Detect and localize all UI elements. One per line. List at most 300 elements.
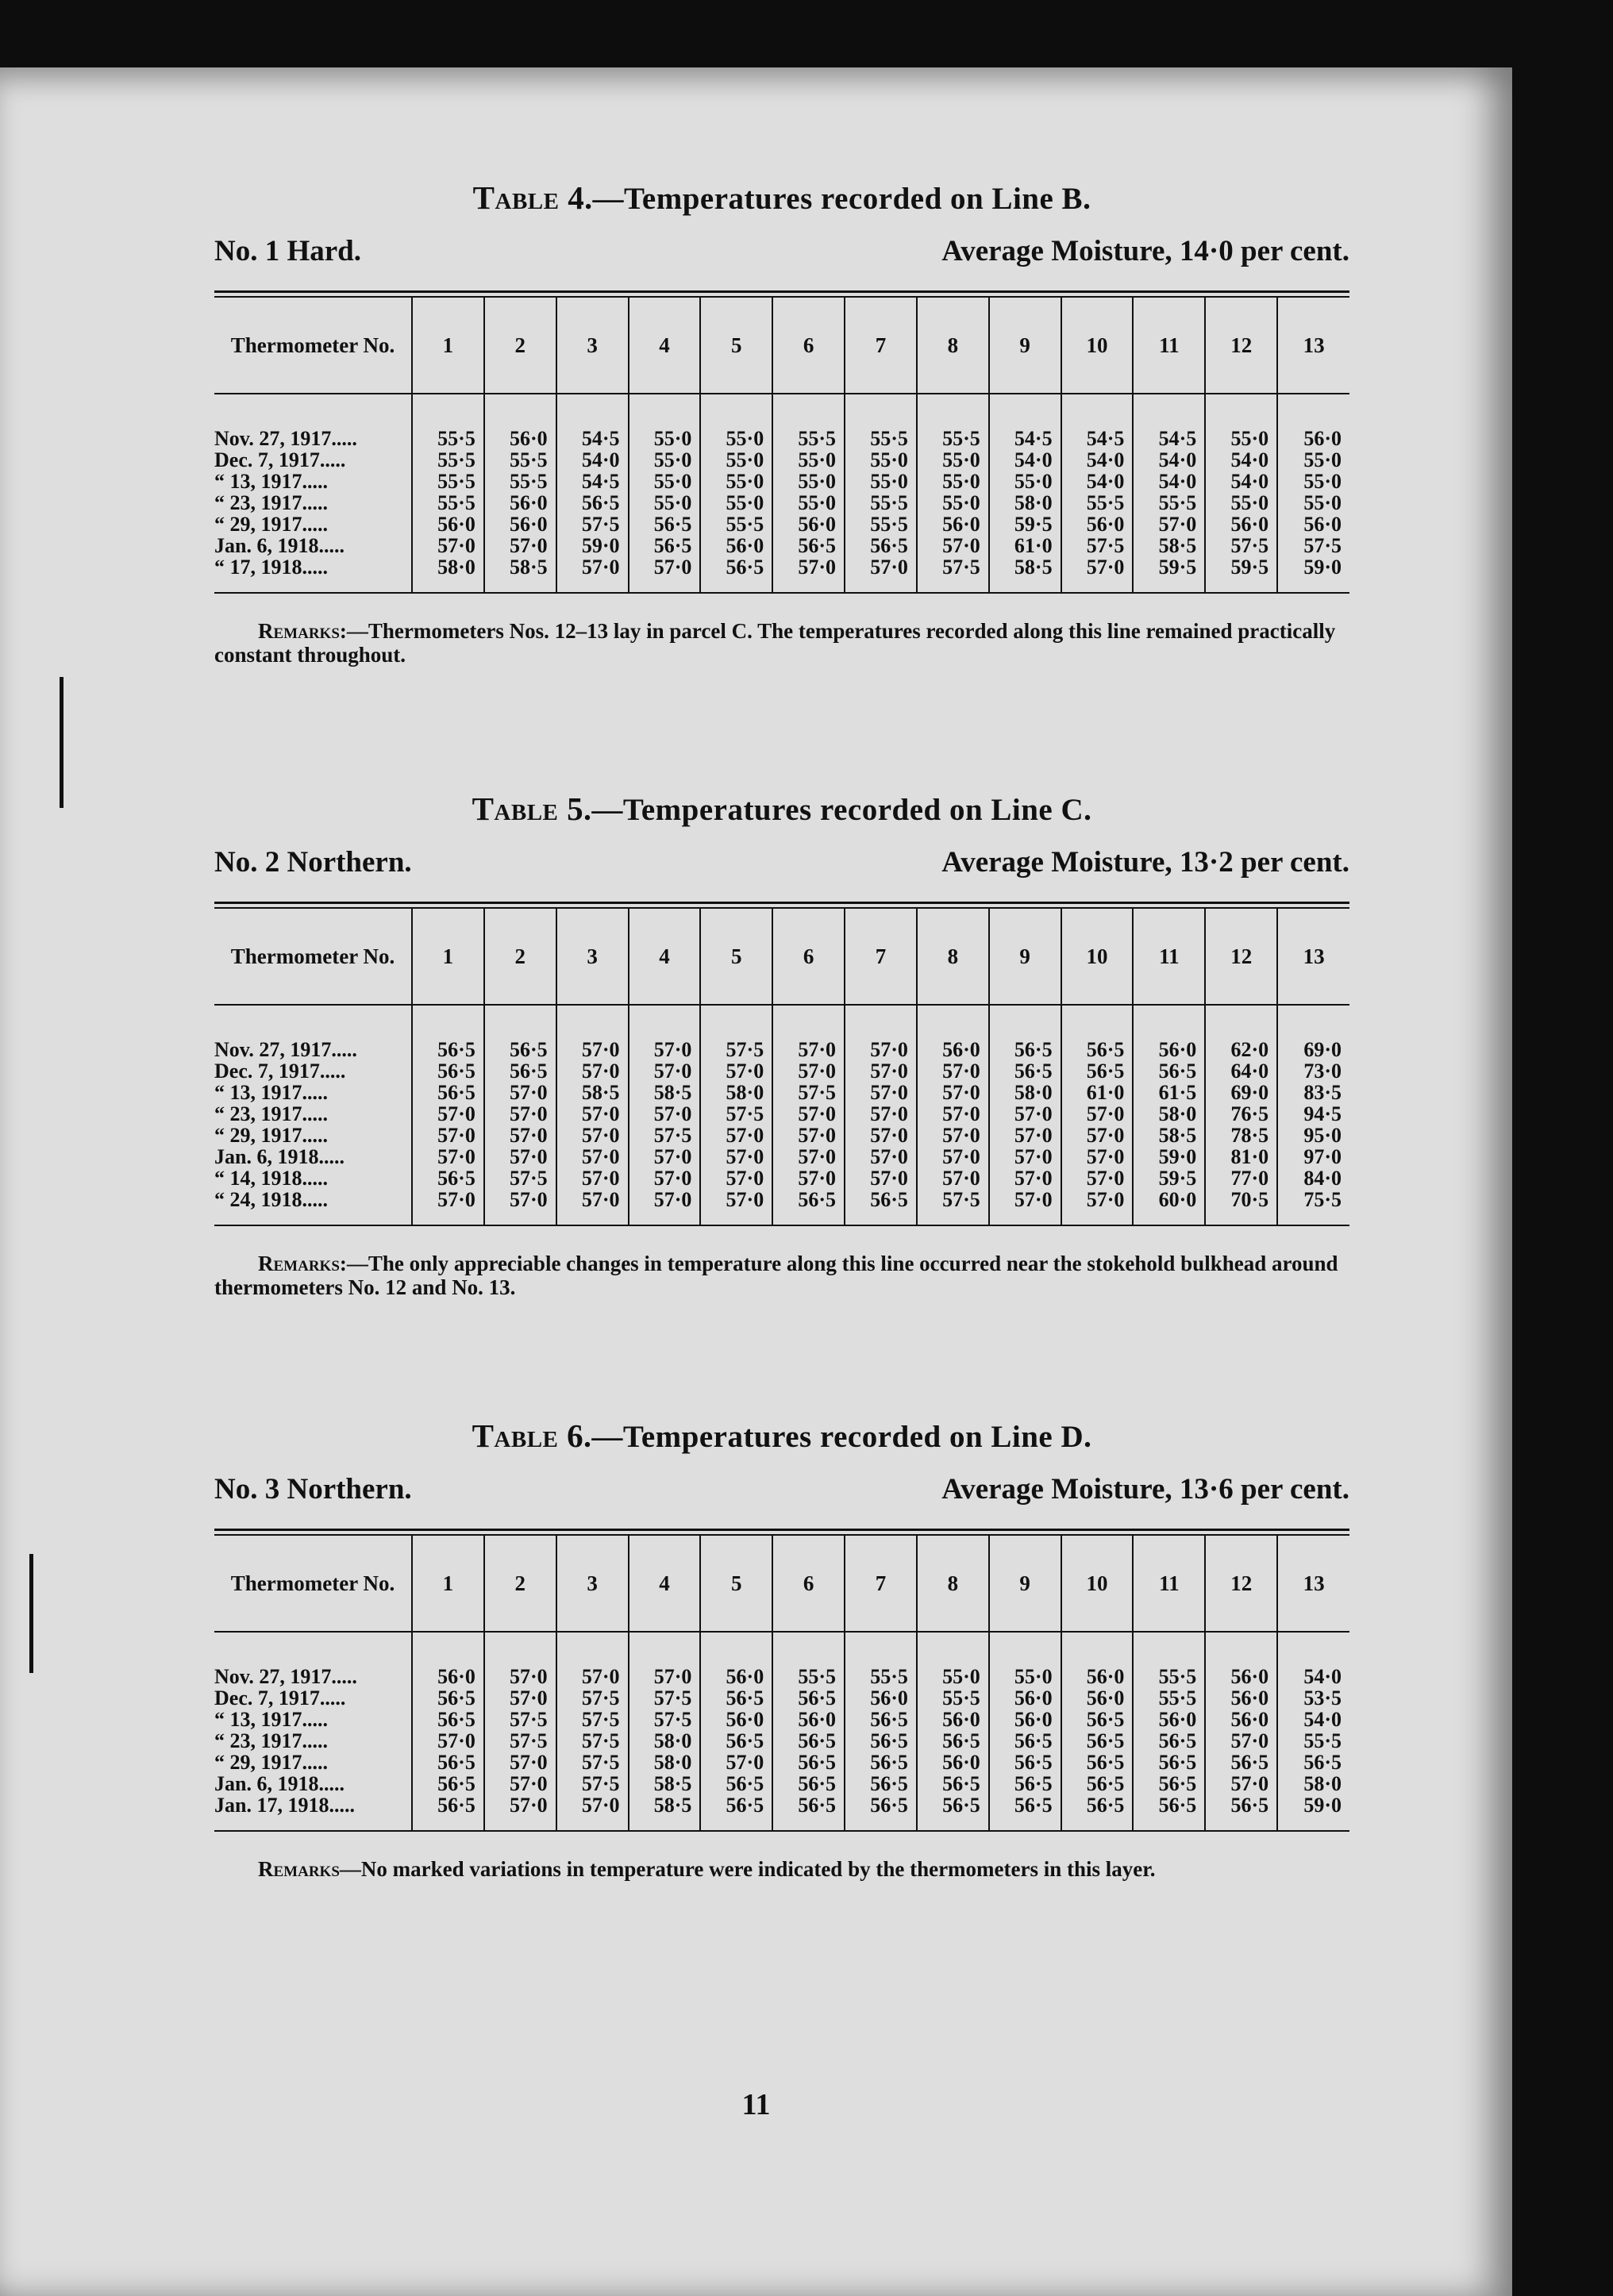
temperature-cell: 56·5: [700, 556, 772, 593]
temperature-cell: 57·0: [1061, 1103, 1134, 1125]
temperature-cell: 57·5: [556, 1730, 629, 1752]
temperature-cell: 56·5: [917, 1794, 989, 1831]
row-date: Jan. 6, 1918.....: [214, 1772, 345, 1795]
column-header: 13: [1277, 298, 1349, 394]
temperature-cell: 55·0: [1277, 449, 1349, 471]
temperature-cell: 58·0: [1133, 1103, 1205, 1125]
temperature-cell: 57·0: [484, 1773, 556, 1794]
column-header: 1: [412, 298, 484, 394]
table-subhead: [214, 234, 1349, 268]
row-date: “ 23, 1917.....: [214, 1729, 328, 1752]
column-header: 9: [989, 298, 1061, 394]
column-header: 10: [1061, 298, 1134, 394]
temperature-cell: 56·5: [845, 1794, 917, 1831]
temperature-cell: 57·5: [1205, 535, 1277, 556]
table-6-block: [214, 1417, 1349, 1902]
temperature-cell: 75·5: [1277, 1189, 1349, 1225]
temperature-cell: 57·0: [772, 1167, 845, 1189]
row-date: “ 14, 1918.....: [214, 1167, 328, 1190]
temperature-cell: 83·5: [1277, 1082, 1349, 1103]
temperature-cell: 57·0: [629, 556, 701, 593]
temperature-cell: 57·0: [1061, 1125, 1134, 1146]
temperature-cell: 55·0: [629, 492, 701, 513]
row-date: “ 23, 1917.....: [214, 491, 328, 514]
column-header: 4: [629, 1536, 701, 1632]
temperature-cell: 56·0: [1277, 394, 1349, 449]
row-date: “ 23, 1917.....: [214, 1102, 328, 1125]
temperature-cell: 57·0: [484, 1752, 556, 1773]
temperature-cell: 95·0: [1277, 1125, 1349, 1146]
thermometer-header: Thermometer No.: [214, 298, 412, 394]
temperature-cell: 56·5: [1133, 1060, 1205, 1082]
temperature-cell: 57·0: [412, 1730, 484, 1752]
average-moisture: Average Moisture, 13·2 per cent.: [941, 846, 1349, 879]
temperature-cell: 57·0: [556, 1794, 629, 1831]
temperature-cell: 55·0: [700, 449, 772, 471]
temperature-cell: 76·5: [1205, 1103, 1277, 1125]
average-moisture: Average Moisture, 14·0 per cent.: [941, 235, 1349, 267]
row-date: “ 24, 1918.....: [214, 1189, 412, 1225]
temperature-cell: 55·0: [989, 471, 1061, 492]
table-5-block: [214, 790, 1349, 1321]
table-row: [214, 1167, 1349, 1189]
temperature-cell: 55·0: [700, 394, 772, 449]
temperature-cell: 57·5: [556, 1687, 629, 1709]
table-row: [214, 556, 1349, 593]
temperature-cell: 57·0: [845, 1060, 917, 1082]
temperature-cell: 56·0: [917, 1005, 989, 1060]
temperature-cell: 57·0: [556, 1005, 629, 1060]
double-rule: [214, 1529, 1349, 1536]
table-row: [214, 1103, 1349, 1125]
temperature-cell: 54·5: [1061, 394, 1134, 449]
temperature-cell: 56·5: [989, 1005, 1061, 1060]
temperature-cell: 61·0: [989, 535, 1061, 556]
temperature-cell: 56·5: [917, 1773, 989, 1794]
temperature-cell: 57·0: [556, 1632, 629, 1687]
table-row: [214, 1709, 1349, 1730]
temperature-cell: 56·5: [700, 1773, 772, 1794]
temperature-cell: 58·5: [484, 556, 556, 593]
temperature-cell: 54·0: [1133, 449, 1205, 471]
temperature-cell: 58·5: [1133, 535, 1205, 556]
temperature-cell: 56·5: [1277, 1752, 1349, 1773]
temperature-cell: 57·0: [629, 1189, 701, 1225]
page-number: 11: [741, 2088, 771, 2121]
temperature-cell: 59·5: [1133, 556, 1205, 593]
temperature-cell: 55·5: [845, 394, 917, 449]
double-rule: [214, 290, 1349, 298]
grain-grade: No. 1 Hard.: [214, 235, 361, 267]
temperature-cell: 56·5: [845, 1709, 917, 1730]
temperature-cell: 57·0: [917, 1167, 989, 1189]
temperature-table: [214, 1536, 1349, 1832]
column-header: 9: [989, 909, 1061, 1005]
temperature-cell: 56·5: [772, 535, 845, 556]
temperature-cell: 57·0: [917, 535, 989, 556]
temperature-cell: 56·5: [484, 1005, 556, 1060]
temperature-cell: 55·0: [772, 492, 845, 513]
row-date: “ 29, 1917.....: [214, 1124, 328, 1147]
temperature-cell: 55·0: [1205, 492, 1277, 513]
temperature-cell: 56·5: [1205, 1794, 1277, 1831]
temperature-cell: 54·0: [1205, 471, 1277, 492]
table-row: [214, 1005, 1349, 1060]
temperature-cell: 57·0: [484, 1103, 556, 1125]
temperature-cell: 57·0: [1061, 1189, 1134, 1225]
temperature-cell: 56·5: [772, 1752, 845, 1773]
column-header: 6: [772, 909, 845, 1005]
temperature-cell: 57·0: [917, 1103, 989, 1125]
table-row: [214, 471, 1349, 492]
temperature-cell: 56·5: [1061, 1060, 1134, 1082]
temperature-cell: 56·5: [772, 1189, 845, 1225]
temperature-cell: 55·0: [917, 471, 989, 492]
table-remarks: Remarks:—Thermometers Nos. 12–13 lay in parcel C. The temperatures recorded along this line remained practically constant throughout.: [214, 619, 1336, 667]
temperature-cell: 56·0: [1205, 1632, 1277, 1687]
header-row: [214, 1536, 1349, 1632]
temperature-cell: 57·0: [845, 1125, 917, 1146]
temperature-cell: 57·0: [484, 1125, 556, 1146]
temperature-cell: 56·5: [1061, 1730, 1134, 1752]
temperature-cell: 56·0: [989, 1709, 1061, 1730]
temperature-cell: 57·0: [629, 1146, 701, 1167]
table-title: Table 4.—Temperatures recorded on Line B.: [472, 179, 1091, 216]
temperature-cell: 56·5: [412, 1005, 484, 1060]
temperature-cell: 54·0: [1061, 449, 1134, 471]
row-date: “ 13, 1917.....: [214, 470, 328, 493]
temperature-cell: 55·5: [917, 394, 989, 449]
temperature-cell: 57·5: [917, 556, 989, 593]
temperature-cell: 57·0: [700, 1189, 772, 1225]
temperature-cell: 57·0: [772, 1125, 845, 1146]
row-date: Dec. 7, 1917.....: [214, 1686, 346, 1710]
temperature-cell: 55·5: [845, 1632, 917, 1687]
row-date: Dec. 7, 1917.....: [214, 1060, 346, 1083]
temperature-cell: 55·0: [917, 449, 989, 471]
column-header: 2: [484, 298, 556, 394]
temperature-cell: 57·0: [772, 1060, 845, 1082]
temperature-cell: 56·0: [1277, 513, 1349, 535]
temperature-cell: 55·0: [700, 471, 772, 492]
temperature-cell: 61·5: [1133, 1082, 1205, 1103]
temperature-cell: 59·5: [1133, 1167, 1205, 1189]
temperature-cell: 70·5: [1205, 1189, 1277, 1225]
column-header: 7: [845, 909, 917, 1005]
temperature-cell: 56·5: [772, 1687, 845, 1709]
temperature-cell: 58·5: [556, 1082, 629, 1103]
row-date: Jan. 6, 1918.....: [214, 1145, 345, 1168]
temperature-cell: 58·0: [629, 1730, 701, 1752]
temperature-cell: 55·5: [1133, 1687, 1205, 1709]
temperature-cell: 59·0: [1133, 1146, 1205, 1167]
temperature-cell: 54·0: [1061, 471, 1134, 492]
temperature-cell: 57·5: [556, 513, 629, 535]
temperature-cell: 56·5: [412, 1687, 484, 1709]
table-subhead: [214, 845, 1349, 879]
temperature-cell: 58·5: [629, 1794, 701, 1831]
temperature-cell: 57·5: [629, 1709, 701, 1730]
column-header: 8: [917, 298, 989, 394]
temperature-cell: 55·0: [772, 449, 845, 471]
temperature-cell: 55·0: [1205, 394, 1277, 449]
column-header: 8: [917, 909, 989, 1005]
temperature-cell: 58·0: [629, 1752, 701, 1773]
temperature-cell: 57·0: [845, 1082, 917, 1103]
temperature-cell: 55·5: [917, 1687, 989, 1709]
temperature-cell: 56·0: [700, 1709, 772, 1730]
temperature-cell: 56·0: [1205, 513, 1277, 535]
temperature-cell: 57·0: [989, 1146, 1061, 1167]
column-header: 7: [845, 1536, 917, 1632]
temperature-cell: 55·0: [917, 492, 989, 513]
temperature-cell: 56·0: [1133, 1709, 1205, 1730]
row-date: Dec. 7, 1917.....: [214, 448, 346, 471]
column-header: 12: [1205, 909, 1277, 1005]
column-header: 11: [1133, 1536, 1205, 1632]
temperature-cell: 57·0: [989, 1167, 1061, 1189]
temperature-cell: 57·0: [1205, 1773, 1277, 1794]
temperature-cell: 56·5: [412, 1794, 484, 1831]
temperature-cell: 56·5: [412, 1060, 484, 1082]
temperature-cell: 56·0: [772, 1709, 845, 1730]
column-header: 5: [700, 1536, 772, 1632]
temperature-table: [214, 909, 1349, 1226]
temperature-cell: 56·5: [556, 492, 629, 513]
temperature-cell: 56·0: [1061, 1632, 1134, 1687]
column-header: 12: [1205, 298, 1277, 394]
column-header: 12: [1205, 1536, 1277, 1632]
temperature-cell: 55·5: [484, 449, 556, 471]
temperature-cell: 62·0: [1205, 1005, 1277, 1060]
temperature-cell: 54·5: [989, 394, 1061, 449]
temperature-cell: 55·5: [700, 513, 772, 535]
temperature-cell: 56·5: [700, 1794, 772, 1831]
temperature-cell: 56·0: [700, 535, 772, 556]
temperature-cell: 57·5: [772, 1082, 845, 1103]
table-row: [214, 1189, 1349, 1225]
temperature-cell: 57·5: [1061, 535, 1134, 556]
temperature-cell: 55·5: [845, 513, 917, 535]
temperature-cell: 73·0: [1277, 1060, 1349, 1082]
temperature-cell: 56·0: [1205, 1709, 1277, 1730]
temperature-cell: 57·0: [845, 1005, 917, 1060]
temperature-cell: 55·5: [1133, 1632, 1205, 1687]
temperature-table: [214, 298, 1349, 594]
temperature-cell: 54·0: [1133, 471, 1205, 492]
temperature-cell: 57·0: [484, 1632, 556, 1687]
temperature-cell: 78·5: [1205, 1125, 1277, 1146]
temperature-cell: 55·5: [1061, 492, 1134, 513]
temperature-cell: 56·5: [1133, 1773, 1205, 1794]
row-date: Nov. 27, 1917.....: [214, 427, 357, 450]
temperature-cell: 57·5: [484, 1730, 556, 1752]
temperature-cell: 56·5: [1133, 1794, 1205, 1831]
temperature-cell: 57·0: [772, 556, 845, 593]
column-header: 4: [629, 298, 701, 394]
temperature-cell: 56·0: [412, 513, 484, 535]
temperature-cell: 56·5: [1061, 1752, 1134, 1773]
document-page: [0, 67, 1512, 2296]
temperature-cell: 56·5: [629, 513, 701, 535]
temperature-cell: 57·0: [556, 1125, 629, 1146]
temperature-cell: 57·0: [484, 1146, 556, 1167]
table-remarks: Remarks:—The only appreciable changes in temperature along this line occurred near the stokehold bulkhead around thermometers No. 12 and No. 13.: [214, 1252, 1338, 1299]
row-date: “ 13, 1917.....: [214, 1081, 328, 1104]
temperature-cell: 56·0: [1061, 1687, 1134, 1709]
column-header: 5: [700, 909, 772, 1005]
temperature-cell: 57·5: [917, 1189, 989, 1225]
temperature-cell: 56·5: [772, 1730, 845, 1752]
temperature-cell: 54·5: [556, 394, 629, 449]
temperature-cell: 56·0: [917, 1709, 989, 1730]
temperature-cell: 57·0: [629, 1632, 701, 1687]
column-header: 3: [556, 909, 629, 1005]
temperature-cell: 57·5: [484, 1709, 556, 1730]
temperature-cell: 55·0: [917, 1632, 989, 1687]
temperature-cell: 57·5: [629, 1687, 701, 1709]
temperature-cell: 57·0: [845, 556, 917, 593]
temperature-cell: 55·0: [845, 449, 917, 471]
temperature-cell: 55·0: [1277, 492, 1349, 513]
temperature-cell: 57·0: [412, 1189, 484, 1225]
temperature-cell: 69·0: [1277, 1005, 1349, 1060]
temperature-cell: 55·0: [845, 471, 917, 492]
table-row: [214, 492, 1349, 513]
column-header: 11: [1133, 909, 1205, 1005]
temperature-cell: 57·0: [484, 1794, 556, 1831]
row-date: Jan. 6, 1918.....: [214, 534, 345, 557]
column-header: 8: [917, 1536, 989, 1632]
temperature-cell: 97·0: [1277, 1146, 1349, 1167]
temperature-cell: 56·5: [989, 1794, 1061, 1831]
temperature-cell: 56·5: [772, 1794, 845, 1831]
temperature-cell: 55·5: [412, 471, 484, 492]
temperature-cell: 57·0: [412, 535, 484, 556]
temperature-cell: 56·0: [1061, 513, 1134, 535]
temperature-cell: 81·0: [1205, 1146, 1277, 1167]
row-date: Jan. 17, 1918.....: [214, 1794, 412, 1831]
column-header: 1: [412, 909, 484, 1005]
temperature-cell: 58·0: [989, 1082, 1061, 1103]
temperature-cell: 56·5: [1133, 1730, 1205, 1752]
temperature-cell: 56·5: [412, 1752, 484, 1773]
average-moisture: Average Moisture, 13·6 per cent.: [941, 1473, 1349, 1506]
grain-grade: No. 2 Northern.: [214, 846, 412, 879]
table-4-block: [214, 179, 1349, 688]
table-row: [214, 1632, 1349, 1687]
temperature-cell: 56·0: [772, 513, 845, 535]
temperature-cell: 56·5: [845, 1752, 917, 1773]
temperature-cell: 55·5: [1133, 492, 1205, 513]
temperature-cell: 57·0: [484, 1189, 556, 1225]
temperature-cell: 57·0: [484, 1082, 556, 1103]
temperature-cell: 57·5: [1277, 535, 1349, 556]
temperature-cell: 55·5: [772, 1632, 845, 1687]
temperature-cell: 57·0: [917, 1060, 989, 1082]
table-row: [214, 1125, 1349, 1146]
temperature-cell: 57·0: [700, 1146, 772, 1167]
temperature-cell: 56·0: [1205, 1687, 1277, 1709]
table-row: [214, 1794, 1349, 1831]
temperature-cell: 56·5: [989, 1752, 1061, 1773]
temperature-cell: 59·0: [1277, 556, 1349, 593]
temperature-cell: 54·0: [1205, 449, 1277, 471]
thermometer-header: Thermometer No.: [214, 1536, 412, 1632]
table-row: [214, 1752, 1349, 1773]
temperature-cell: 57·0: [989, 1189, 1061, 1225]
table-row: [214, 513, 1349, 535]
temperature-cell: 56·5: [412, 1167, 484, 1189]
temperature-cell: 57·0: [700, 1167, 772, 1189]
temperature-cell: 55·0: [629, 471, 701, 492]
temperature-cell: 56·0: [917, 513, 989, 535]
row-date: “ 13, 1917.....: [214, 1708, 328, 1731]
temperature-cell: 56·5: [700, 1730, 772, 1752]
temperature-cell: 57·0: [1061, 1167, 1134, 1189]
temperature-cell: 57·0: [700, 1125, 772, 1146]
header-row: [214, 298, 1349, 394]
temperature-cell: 57·0: [556, 1146, 629, 1167]
temperature-cell: 56·0: [412, 1632, 484, 1687]
column-header: 11: [1133, 298, 1205, 394]
temperature-cell: 57·0: [845, 1146, 917, 1167]
temperature-cell: 84·0: [1277, 1167, 1349, 1189]
temperature-cell: 94·5: [1277, 1103, 1349, 1125]
temperature-cell: 55·0: [772, 471, 845, 492]
temperature-cell: 58·0: [989, 492, 1061, 513]
table-row: [214, 449, 1349, 471]
temperature-cell: 57·0: [700, 1752, 772, 1773]
temperature-cell: 56·0: [845, 1687, 917, 1709]
row-date: Nov. 27, 1917.....: [214, 1038, 357, 1061]
temperature-cell: 57·0: [845, 1167, 917, 1189]
temperature-cell: 56·5: [845, 1189, 917, 1225]
temperature-cell: 55·5: [845, 492, 917, 513]
column-header: 3: [556, 298, 629, 394]
temperature-cell: 56·5: [989, 1060, 1061, 1082]
temperature-cell: 56·0: [700, 1632, 772, 1687]
temperature-cell: 56·5: [989, 1730, 1061, 1752]
temperature-cell: 58·5: [989, 556, 1061, 593]
temperature-cell: 57·5: [629, 1125, 701, 1146]
column-header: 6: [772, 298, 845, 394]
temperature-cell: 56·0: [484, 394, 556, 449]
temperature-cell: 57·0: [484, 535, 556, 556]
temperature-cell: 54·0: [1277, 1632, 1349, 1687]
temperature-cell: 57·0: [989, 1125, 1061, 1146]
table-row: [214, 1730, 1349, 1752]
temperature-cell: 57·5: [556, 1773, 629, 1794]
temperature-cell: 55·0: [1277, 471, 1349, 492]
temperature-cell: 59·5: [989, 513, 1061, 535]
temperature-cell: 57·0: [556, 1060, 629, 1082]
temperature-cell: 57·0: [556, 1189, 629, 1225]
temperature-cell: 56·5: [412, 1773, 484, 1794]
temperature-cell: 56·5: [845, 1773, 917, 1794]
temperature-cell: 56·5: [1061, 1709, 1134, 1730]
temperature-cell: 57·0: [556, 556, 629, 593]
temperature-cell: 53·5: [1277, 1687, 1349, 1709]
temperature-cell: 55·0: [989, 1632, 1061, 1687]
table-title: Table 5.—Temperatures recorded on Line C.: [472, 790, 1092, 827]
temperature-cell: 57·0: [917, 1146, 989, 1167]
temperature-cell: 54·5: [556, 471, 629, 492]
temperature-cell: 58·0: [412, 556, 484, 593]
temperature-cell: 56·5: [1061, 1794, 1134, 1831]
temperature-cell: 57·5: [556, 1709, 629, 1730]
temperature-cell: 56·0: [1133, 1005, 1205, 1060]
